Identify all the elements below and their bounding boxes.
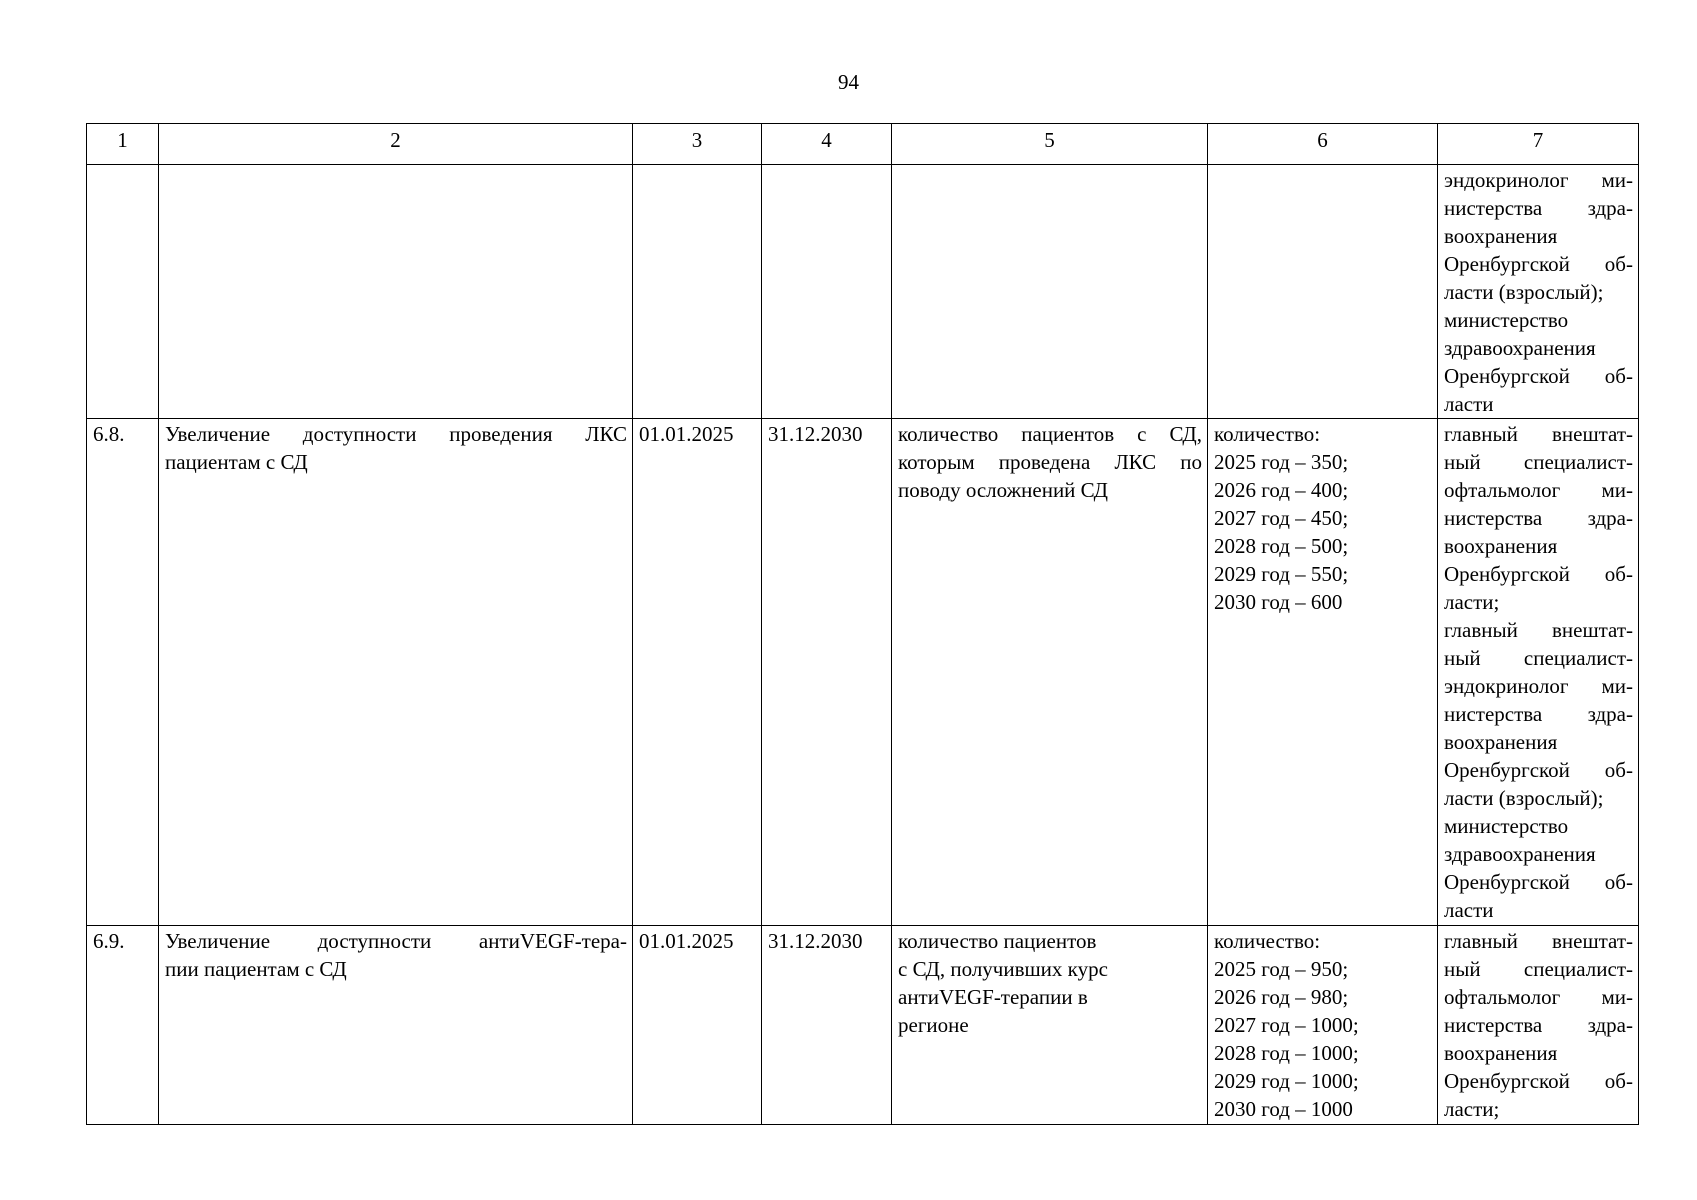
header-cell-6: 6 [1208, 124, 1438, 165]
text-line: Увеличение доступности проведения ЛКС [165, 422, 627, 446]
text-line: Оренбургской об- [1444, 562, 1633, 586]
event-description [159, 419, 633, 926]
text-line: пии пациентам с СД [165, 957, 347, 981]
continuation-value [1208, 165, 1438, 419]
text-line: офтальмолог ми- [1444, 478, 1633, 502]
event-description [159, 926, 633, 1125]
text-line: эндокринолог ми- [1444, 674, 1633, 698]
table-row-6-8 [87, 419, 1639, 926]
text-line: ласти [1444, 392, 1494, 416]
text-line: Оренбургской об- [1444, 252, 1633, 276]
text-line: 2028 год – 1000; [1214, 1041, 1359, 1065]
text-line: 2030 год – 1000 [1214, 1097, 1353, 1121]
indicator-description [892, 419, 1208, 926]
text-line: Оренбургской об- [1444, 364, 1633, 388]
text-line: нистерства здра- [1444, 702, 1633, 726]
indicator-values [1208, 926, 1438, 1125]
table-row-6-9 [87, 926, 1639, 1125]
text-line: регионе [898, 1013, 969, 1037]
text-line: количество: [1214, 422, 1321, 446]
text-line: 2025 год – 950; [1214, 957, 1349, 981]
text-line: министерство [1444, 814, 1569, 838]
responsible-executors [1438, 926, 1639, 1125]
row-number: 6.9. [87, 926, 159, 1125]
text-line: Оренбургской об- [1444, 870, 1633, 894]
text-line: 2030 год – 600 [1214, 590, 1343, 614]
text-line: Оренбургской об- [1444, 1069, 1633, 1093]
text-line: количество пациентов [898, 929, 1097, 953]
page-number: 94 [838, 70, 859, 94]
end-date: 31.12.2030 [762, 926, 892, 1125]
continuation-indicator [892, 165, 1208, 419]
header-cell-2: 2 [159, 124, 633, 165]
continuation-event [159, 165, 633, 419]
text-line: 2028 год – 500; [1214, 534, 1349, 558]
text-line: поводу осложнений СД [898, 478, 1108, 502]
text-line: ласти [1444, 898, 1494, 922]
start-date: 01.01.2025 [633, 419, 762, 926]
text-line: 2029 год – 550; [1214, 562, 1349, 586]
text-line: эндокринолог ми- [1444, 168, 1633, 192]
text-line: 2027 год – 1000; [1214, 1013, 1359, 1037]
text-line: министерство [1444, 308, 1569, 332]
text-line: антиVEGF-терапии в [898, 985, 1088, 1009]
text-line: ный специалист- [1444, 450, 1633, 474]
text-line: Оренбургской об- [1444, 758, 1633, 782]
header-cell-5: 5 [892, 124, 1208, 165]
text-line: 2026 год – 400; [1214, 478, 1349, 502]
text-line: главный внештат- [1444, 929, 1633, 953]
text-line: офтальмолог ми- [1444, 985, 1633, 1009]
continuation-row [87, 165, 1639, 419]
text-line: 2026 год – 980; [1214, 985, 1349, 1009]
text-line: нистерства здра- [1444, 506, 1633, 530]
text-line: воохранения [1444, 224, 1558, 248]
header-cell-7: 7 [1438, 124, 1639, 165]
text-line: воохранения [1444, 534, 1558, 558]
start-date: 01.01.2025 [633, 926, 762, 1125]
continuation-end [762, 165, 892, 419]
text-line: количество: [1214, 929, 1321, 953]
header-row [87, 124, 1639, 165]
continuation-responsible [1438, 165, 1639, 419]
text-line: количество пациентов с СД, [898, 422, 1202, 446]
text-line: воохранения [1444, 730, 1558, 754]
continuation-num [87, 165, 159, 419]
text-line: здравоохранения [1444, 842, 1596, 866]
header-cell-1: 1 [87, 124, 159, 165]
header-cell-4: 4 [762, 124, 892, 165]
text-line: 2029 год – 1000; [1214, 1069, 1359, 1093]
text-line: ный специалист- [1444, 646, 1633, 670]
continuation-start [633, 165, 762, 419]
text-line: с СД, получивших курс [898, 957, 1108, 981]
text-line: пациентам с СД [165, 450, 308, 474]
text-line: здравоохранения [1444, 336, 1596, 360]
text-line: Увеличение доступности антиVEGF-тера- [165, 929, 627, 953]
plan-table [86, 123, 1639, 1125]
header-cell-3: 3 [633, 124, 762, 165]
text-line: нистерства здра- [1444, 1013, 1633, 1037]
text-line: ласти; [1444, 1097, 1500, 1121]
text-line: ласти; [1444, 590, 1500, 614]
text-line: нистерства здра- [1444, 196, 1633, 220]
text-line: главный внештат- [1444, 618, 1633, 642]
responsible-executors [1438, 419, 1639, 926]
text-line: ласти (взрослый); [1444, 786, 1604, 810]
end-date: 31.12.2030 [762, 419, 892, 926]
text-line: главный внештат- [1444, 422, 1633, 446]
indicator-description [892, 926, 1208, 1125]
text-line: 2025 год – 350; [1214, 450, 1349, 474]
indicator-values [1208, 419, 1438, 926]
text-line: ласти (взрослый); [1444, 280, 1604, 304]
text-line: воохранения [1444, 1041, 1558, 1065]
row-number: 6.8. [87, 419, 159, 926]
text-line: ный специалист- [1444, 957, 1633, 981]
text-line: 2027 год – 450; [1214, 506, 1349, 530]
text-line: которым проведена ЛКС по [898, 450, 1202, 474]
